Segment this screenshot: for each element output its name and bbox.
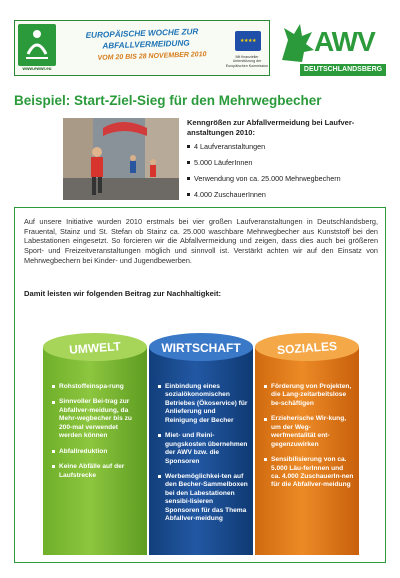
- list-item: Erzieherische Wir-kung, um der Weg-werfmentalität ent-gegenzuwirken: [264, 415, 354, 449]
- list-item: 5.000 LäuferInnen: [187, 158, 392, 167]
- intro-paragraph: Auf unsere Initiative wurden 2010 erstmals bei vier großen Laufveranstaltungen in Deutschlandsberg, Frauental, Stainz und St. Stefan ob Stainz ca. 25.000 waschbare Mehrwegbecher aus Kunststoff bei den Labestationen eingesetzt. So forcieren wir die Abfallvermeidung und zeigen, dass dies auch bei größeren Sport- und Freizeitveranstaltungen möglich und sinnvoll ist. Verstärkt achten wir auf den Einsatz von Mehrwegbechern bei Kinder- und Jugendbewerben.: [24, 217, 378, 265]
- list-item: Verwendung von ca. 25.000 Mehrwegbechern: [187, 174, 392, 183]
- banner-title-line2: ABFALLVERMEIDUNG: [102, 38, 190, 51]
- list-item: 4.000 ZuschauerInnen: [187, 190, 392, 199]
- sustainability-frame: [14, 207, 386, 563]
- page-title: Beispiel: Start-Ziel-Sieg für den Mehrwegbecher: [14, 93, 322, 108]
- list-item: 4 Laufveranstaltungen: [187, 142, 392, 151]
- awv-name: AWV: [314, 26, 375, 57]
- column-wirtschaft: [149, 333, 253, 555]
- column-list: [158, 383, 248, 531]
- banner-dates: VOM 20 BIS 28 NOVEMBER 2010: [97, 51, 207, 62]
- list-item: Werbemöglichkei-ten auf den Becher-Sammelboxen bei den Labestationen sensibi-lisieren Sponsoren für das Thema Abfallver-meidung: [158, 473, 248, 524]
- eu-note: Mit finanzieller Unterstützung der Europäischen Kommission: [225, 55, 269, 68]
- column-umwelt: [43, 333, 147, 555]
- column-soziales: [255, 333, 359, 555]
- column-list: [264, 383, 354, 497]
- list-item: Einbindung eines sozialökonomischen Betriebes (Ökoservice) für Anlieferung und Reinigung der Becher: [158, 383, 248, 425]
- column-label: SOZIALES: [276, 338, 338, 358]
- list-item: Förderung von Projekten, die Lang-zeitarbeitslose be-schäftigen: [264, 383, 354, 408]
- ewwr-banner: [14, 20, 270, 76]
- keyfigures-list: [187, 142, 392, 206]
- runner-photo: [63, 118, 179, 200]
- contribution-heading: Damit leisten wir folgenden Beitrag zur Nachhaltigkeit:: [24, 289, 222, 298]
- list-item: Miet- und Reini-gungskosten übernehmen der AWV bzw. die Sponsoren: [158, 432, 248, 466]
- list-item: Sensibilisierung von ca. 5.000 Läu-ferInnen und ca. 4.000 ZuschauerIn-nen für die Abfallver-meidung: [264, 456, 354, 490]
- awv-region: DEUTSCHLANDSBERG: [300, 64, 386, 76]
- list-item: Sinnvoller Bei-trag zur Abfallver-meidung, da Mehr-wegbecher bis zu 200-mal verwendet werden können: [52, 398, 142, 440]
- lion-icon: [278, 20, 318, 66]
- awv-logo: [278, 20, 386, 78]
- eu-flag-icon: ★★★★: [235, 31, 261, 51]
- column-label: UMWELT: [68, 339, 122, 357]
- banner-title-line1: EUROPÄISCHE WOCHE ZUR: [85, 27, 199, 40]
- ewwr-url: www.ewwr.eu: [22, 66, 52, 71]
- column-list: [52, 383, 142, 487]
- keyfigures-title: Kenngrößen zur Abfallvermeidung bei Laufver-anstaltungen 2010:: [187, 118, 355, 137]
- list-item: Keine Abfälle auf der Laufstrecke: [52, 463, 142, 480]
- list-item: Abfallreduktion: [52, 448, 142, 456]
- recycling-figure-icon: [18, 24, 56, 66]
- list-item: Rohstoffeinspa-rung: [52, 383, 142, 391]
- column-label: WIRTSCHAFT: [161, 341, 241, 355]
